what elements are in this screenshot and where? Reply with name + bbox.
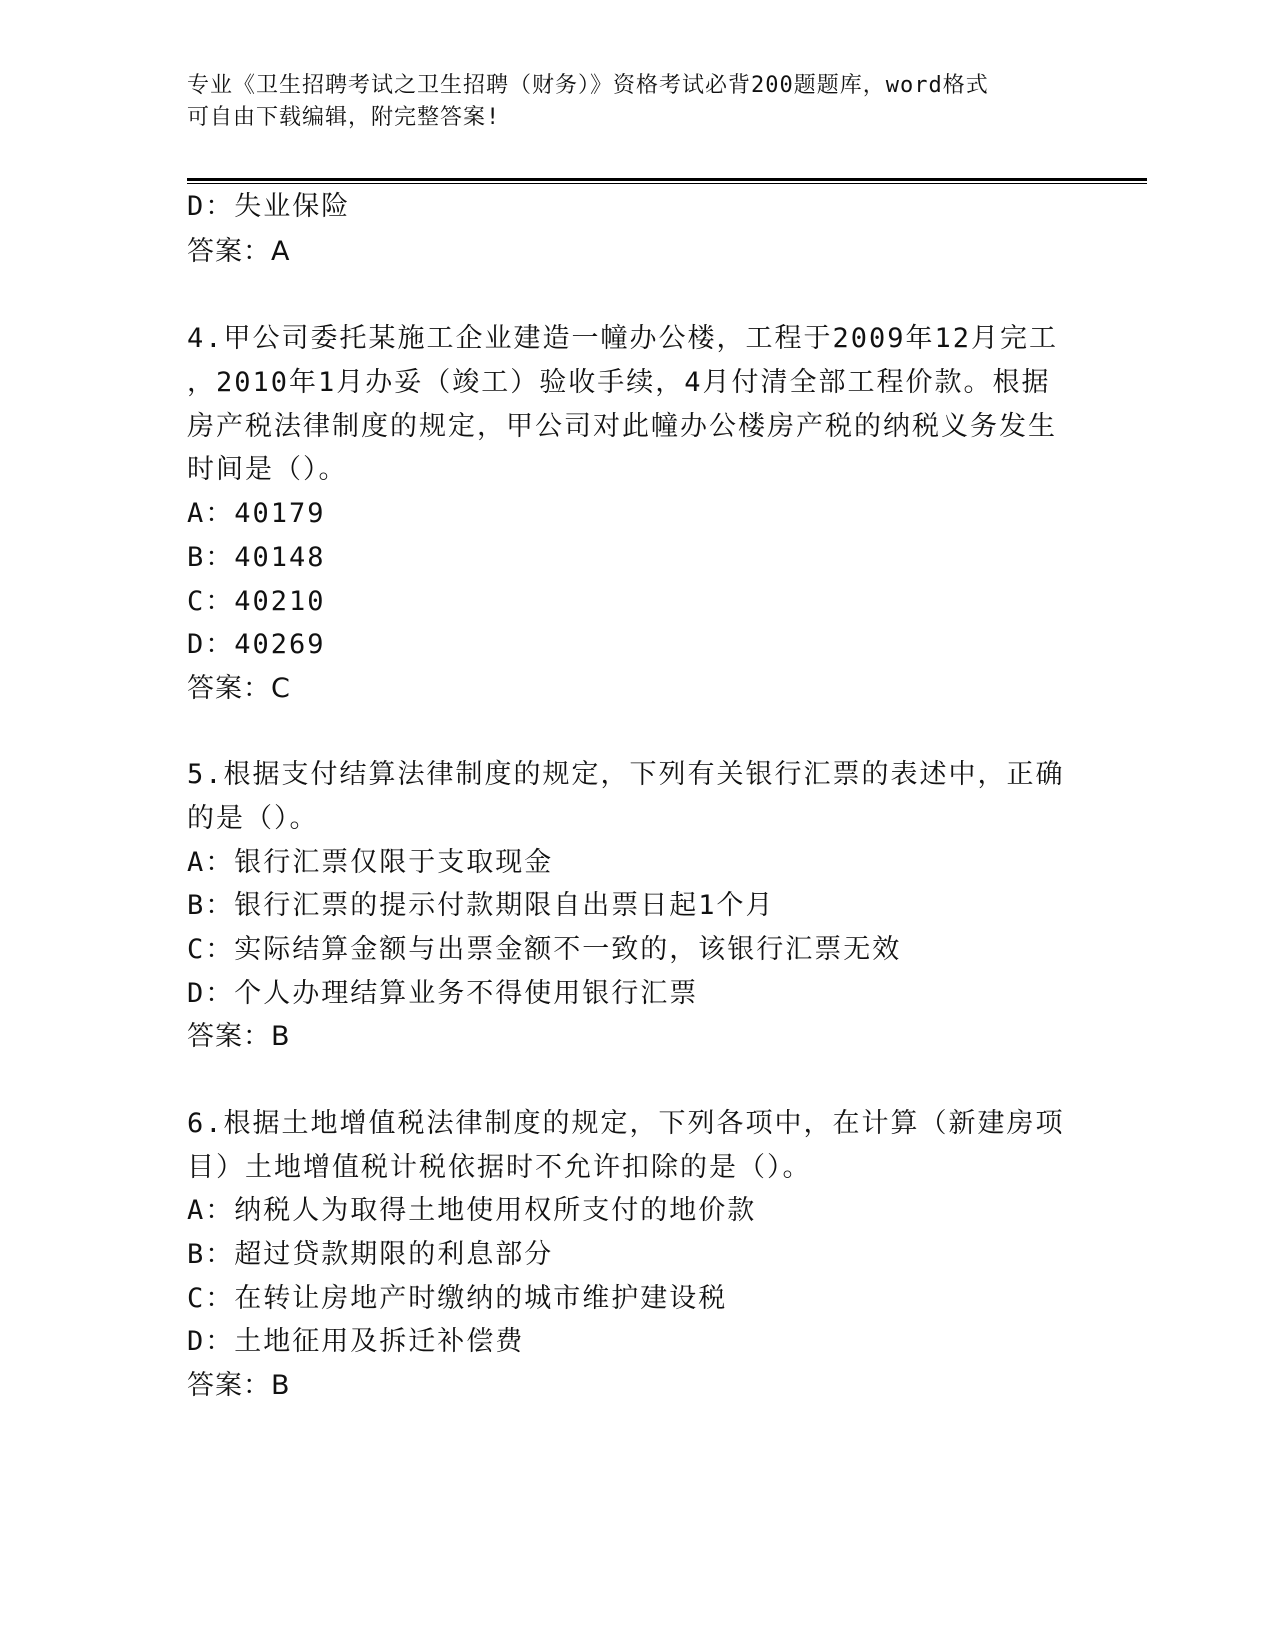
q4-stem-line-2: ，2010年1月办妥（竣工）验收手续，4月付清全部工程价款。根据 — [187, 367, 1051, 398]
q6-stem-line-2: 目）土地增值税计税依据时不允许扣除的是（）。 — [187, 1152, 812, 1183]
q4-option-b: B：40148 — [187, 542, 326, 573]
q6-option-a: A：纳税人为取得土地使用权所支付的地价款 — [187, 1195, 757, 1226]
header-line-1: 专业《卫生招聘考试之卫生招聘（财务）》资格考试必背200题题库，word格式 — [187, 73, 989, 98]
header-line-2: 可自由下载编辑，附完整答案! — [187, 105, 501, 130]
prev-answer: 答案：A — [187, 236, 291, 267]
document-header — [187, 70, 1067, 134]
q5-option-d: D：个人办理结算业务不得使用银行汇票 — [187, 978, 699, 1009]
header-divider — [187, 178, 1147, 181]
q5-stem-line-2: 的是（）。 — [187, 803, 319, 834]
q5-answer: 答案：B — [187, 1021, 291, 1052]
q4-stem-line-1: 4.甲公司委托某施工企业建造一幢办公楼，工程于2009年12月完工 — [187, 323, 1059, 354]
q6-answer: 答案：B — [187, 1370, 291, 1401]
q6-stem-line-1: 6.根据土地增值税法律制度的规定，下列各项中，在计算（新建房项 — [187, 1108, 1065, 1139]
q5-option-a: A：银行汇票仅限于支取现金 — [187, 847, 554, 878]
q4-option-d: D：40269 — [187, 629, 326, 660]
q4-option-a: A：40179 — [187, 498, 326, 529]
q4-answer: 答案：C — [187, 673, 291, 704]
q4-option-c: C：40210 — [187, 586, 326, 617]
q6-option-c: C：在转让房地产时缴纳的城市维护建设税 — [187, 1283, 728, 1314]
q4-stem-line-3: 房产税法律制度的规定，甲公司对此幢办公楼房产税的纳税义务发生 — [187, 411, 1057, 442]
prev-option-d: D：失业保险 — [187, 191, 351, 222]
q4-stem-line-4: 时间是（）。 — [187, 454, 348, 485]
q5-stem-line-1: 5.根据支付结算法律制度的规定，下列有关银行汇票的表述中，正确 — [187, 759, 1065, 790]
q5-option-b: B：银行汇票的提示付款期限自出票日起1个月 — [187, 890, 775, 921]
q6-option-d: D：土地征用及拆迁补偿费 — [187, 1326, 525, 1357]
q5-option-c: C：实际结算金额与出票金额不一致的，该银行汇票无效 — [187, 934, 902, 965]
q6-option-b: B：超过贷款期限的利息部分 — [187, 1239, 554, 1270]
